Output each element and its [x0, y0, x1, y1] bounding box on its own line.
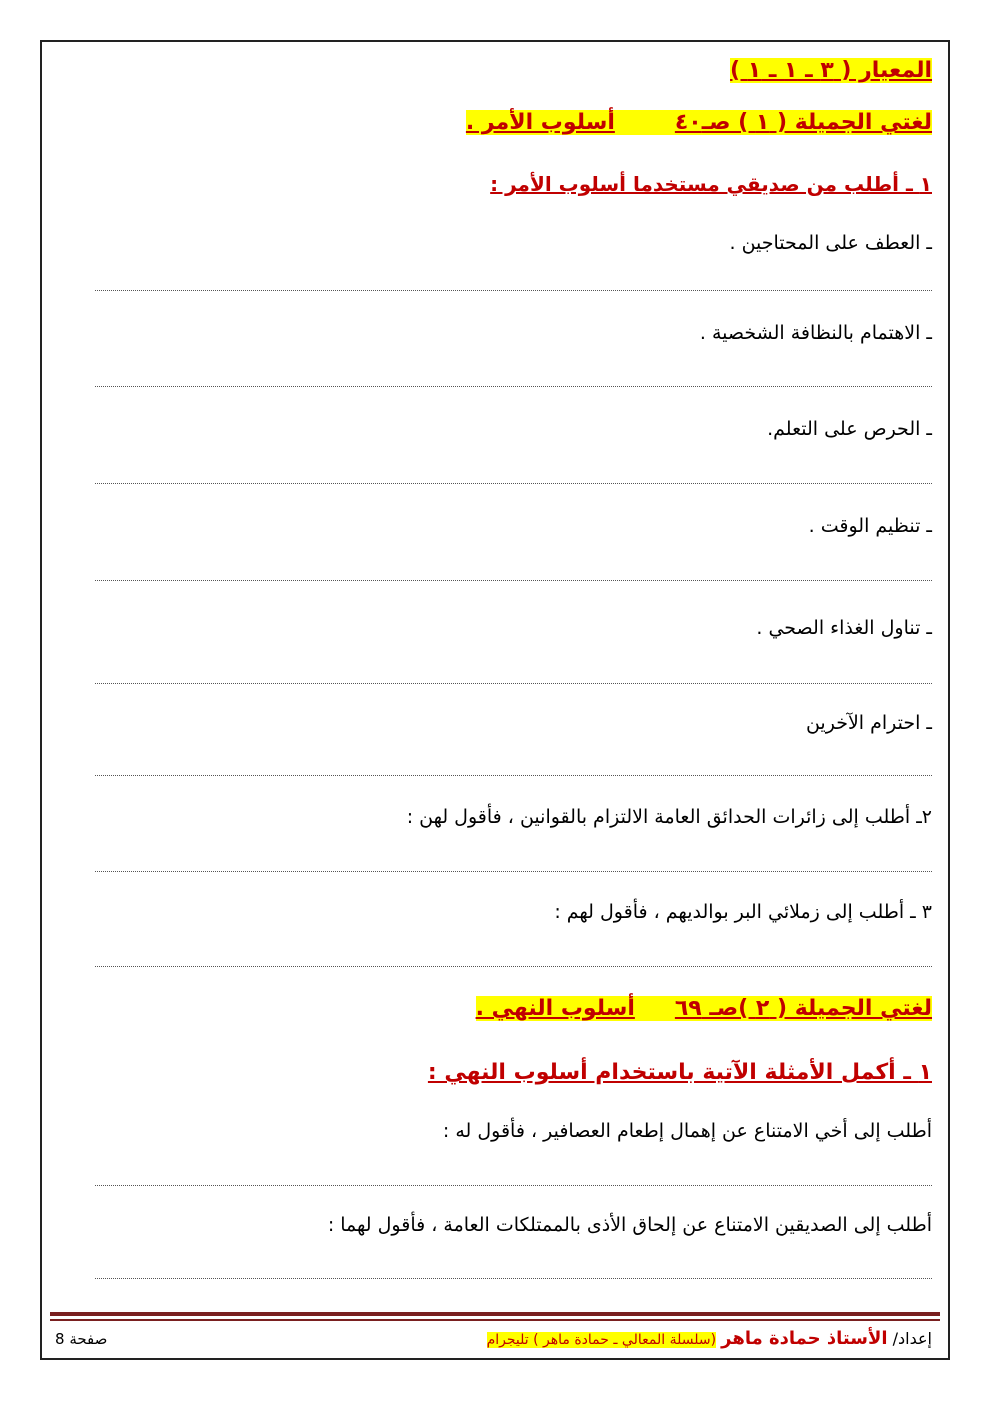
- section2-title: [95, 996, 932, 1021]
- page-number: صفحة 8: [55, 1330, 108, 1348]
- order-item-5: ـ تناول الغذاء الصحي .: [756, 617, 932, 639]
- section2-lesson: لغتي الجميلة ( ٢ )صـ ٦٩: [674, 996, 932, 1021]
- answer-line-10[interactable]: [95, 1278, 932, 1279]
- section1-title-highlight: [466, 110, 932, 135]
- answer-line-3[interactable]: [95, 483, 932, 484]
- section2-title-highlight: [476, 996, 932, 1021]
- answer-line-2[interactable]: [95, 386, 932, 387]
- section2-topic: أسلوب النهي .: [475, 996, 635, 1021]
- footer-divider-thin: [50, 1319, 940, 1321]
- footer: [55, 1328, 932, 1354]
- section2-question1: ١ ـ أكمل الأمثلة الآتية باستخدام أسلوب النهي :: [427, 1060, 932, 1085]
- footer-author: [487, 1328, 932, 1349]
- order-item-1: ـ العطف على المحتاجين .: [729, 232, 932, 254]
- order-item-2: ـ الاهتمام بالنظافة الشخصية .: [699, 322, 932, 344]
- answer-line-6[interactable]: [95, 775, 932, 776]
- prohibit-item-1: أطلب إلى أخي الامتناع عن إهمال إطعام العصافير ، فأقول له :: [442, 1120, 932, 1142]
- section1-question2: ٢ـ أطلب إلى زائرات الحدائق العامة الالتزام بالقوانين ، فأقول لهن :: [406, 806, 932, 828]
- footer-author-name: الأستاذ حمادة ماهر: [721, 1328, 888, 1349]
- section1-question3: ٣ ـ أطلب إلى زملائي البر بوالديهم ، فأقول لهم :: [554, 901, 932, 923]
- answer-line-5[interactable]: [95, 683, 932, 684]
- section1-lesson: لغتي الجميلة ( ١ ) صـ٤٠: [674, 110, 932, 135]
- section1-topic: أسلوب الأمر .: [465, 110, 615, 135]
- order-item-4: ـ تنظيم الوقت .: [808, 515, 932, 537]
- footer-divider-thick: [50, 1312, 940, 1316]
- answer-line-9[interactable]: [95, 1185, 932, 1186]
- standard-heading: [95, 58, 932, 83]
- prohibit-item-2: أطلب إلى الصديقين الامتناع عن إلحاق الأذى بالممتلكات العامة ، فأقول لهما :: [327, 1214, 932, 1236]
- answer-line-8[interactable]: [95, 966, 932, 967]
- footer-prefix: إعداد/: [892, 1329, 932, 1348]
- section1-title: [95, 110, 932, 135]
- section1-question1: ١ ـ أطلب من صديقي مستخدما أسلوب الأمر :: [490, 172, 932, 196]
- answer-line-7[interactable]: [95, 871, 932, 872]
- answer-line-1[interactable]: [95, 290, 932, 291]
- footer-channel: (سلسلة المعالي ـ حمادة ماهر ) تليجرام: [486, 1332, 717, 1348]
- order-item-6: ـ احترام الآخرين: [805, 712, 932, 734]
- order-item-3: ـ الحرص على التعلم.: [767, 418, 932, 440]
- answer-line-4[interactable]: [95, 580, 932, 581]
- standard-label: المعيار ( ٣ ـ ١ ـ ١ ): [730, 58, 932, 83]
